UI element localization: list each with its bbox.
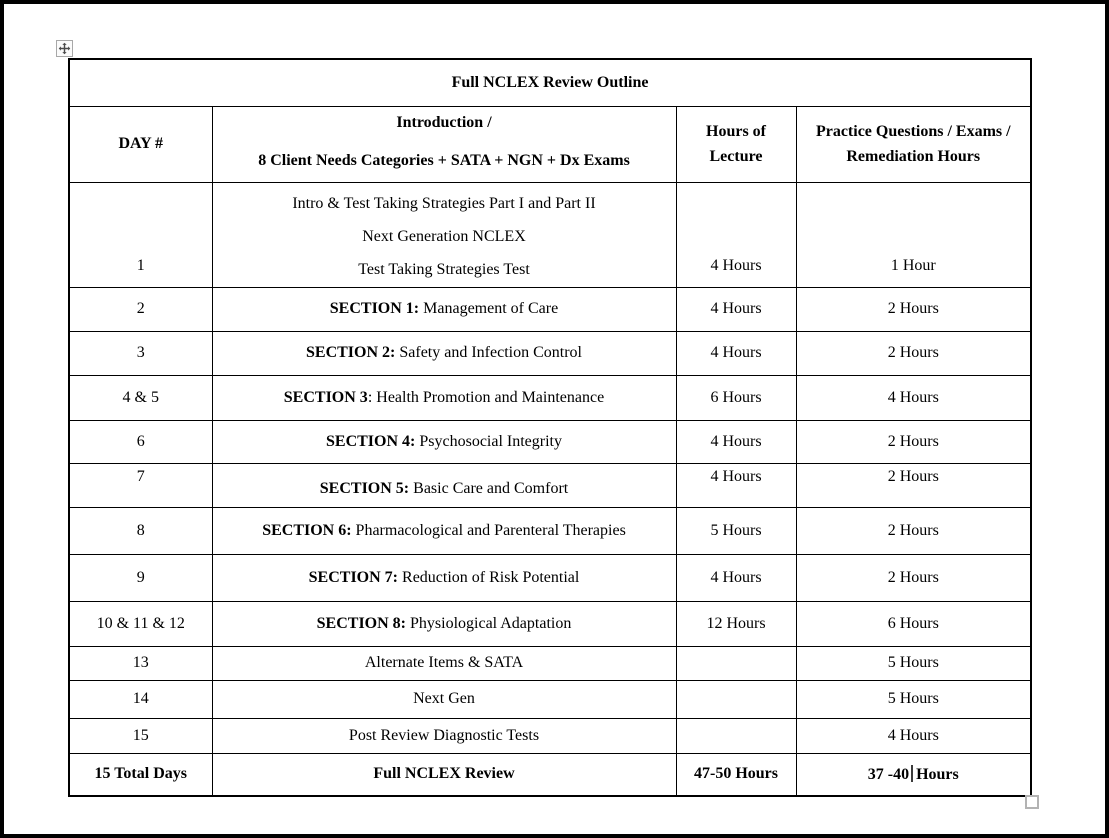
description-cell[interactable]: Alternate Items & SATA [212, 646, 676, 680]
section-label: SECTION 8: [316, 614, 407, 632]
day-cell[interactable]: 15 [69, 718, 212, 753]
section-label: SECTION 1: [329, 300, 420, 317]
day-cell[interactable]: 1 [69, 182, 212, 287]
total-practice-value: 37 -40 [867, 765, 910, 783]
lecture-hours-cell[interactable]: 4 Hours [676, 287, 796, 331]
header-description-line1: Introduction / [396, 114, 492, 131]
header-description[interactable] [212, 106, 676, 182]
section-label: SECTION 5: [319, 479, 410, 497]
header-practice-line1: Practice Questions / Exams / [815, 123, 1011, 140]
text-insertion-caret-icon [911, 765, 913, 782]
day-cell[interactable]: 10 & 11 & 12 [69, 601, 212, 646]
day-cell[interactable]: 9 [69, 554, 212, 601]
description-cell[interactable] [212, 375, 676, 420]
table-row [69, 375, 1031, 420]
section-label: SECTION 3 [283, 388, 368, 406]
practice-hours-cell[interactable]: 2 Hours [796, 287, 1031, 331]
lecture-hours-cell[interactable]: 12 Hours [676, 601, 796, 646]
section-title: : Health Promotion and Maintenance [367, 388, 605, 406]
description-cell[interactable] [212, 601, 676, 646]
day-cell[interactable]: 14 [69, 680, 212, 718]
day-cell[interactable]: 4 & 5 [69, 375, 212, 420]
section-label: SECTION 7: [308, 568, 399, 586]
practice-hours-cell[interactable]: 1 Hour [796, 182, 1031, 287]
lecture-hours-cell[interactable]: 4 Hours [676, 463, 796, 507]
practice-hours-cell[interactable]: 5 Hours [796, 646, 1031, 680]
section-title: Psychosocial Integrity [415, 432, 562, 450]
description-line: Test Taking Strategies Test [358, 260, 530, 278]
practice-hours-cell[interactable]: 5 Hours [796, 680, 1031, 718]
lecture-hours-cell[interactable]: 4 Hours [676, 554, 796, 601]
section-title: Safety and Infection Control [395, 344, 582, 361]
table-resize-handle[interactable] [1025, 795, 1039, 809]
day-cell[interactable]: 2 [69, 287, 212, 331]
description-line: Intro & Test Taking Strategies Part I and Part II [292, 194, 596, 212]
practice-hours-cell[interactable]: 2 Hours [796, 463, 1031, 507]
description-cell[interactable] [212, 420, 676, 463]
table-row [69, 331, 1031, 375]
description-line: Next Generation NCLEX [362, 227, 526, 245]
practice-hours-cell[interactable]: 2 Hours [796, 420, 1031, 463]
description-cell[interactable] [212, 331, 676, 375]
total-lecture-hours-cell[interactable]: 47-50 Hours [676, 753, 796, 796]
header-lecture-line1: Hours of [706, 123, 766, 140]
practice-hours-cell[interactable]: 4 Hours [796, 718, 1031, 753]
lecture-hours-cell[interactable] [676, 646, 796, 680]
header-practice-line2: Remediation Hours [846, 148, 981, 165]
total-description-cell[interactable]: Full NCLEX Review [212, 753, 676, 796]
description-cell[interactable] [212, 554, 676, 601]
table-row [69, 420, 1031, 463]
table-row [69, 601, 1031, 646]
lecture-hours-cell[interactable]: 4 Hours [676, 331, 796, 375]
table-row [69, 680, 1031, 718]
header-description-line2: 8 Client Needs Categories + SATA + NGN + Dx Exams [258, 152, 630, 169]
description-cell[interactable] [212, 463, 676, 507]
title-row [69, 59, 1031, 106]
section-label: SECTION 2: [306, 344, 396, 361]
move-arrows-icon [58, 42, 71, 55]
description-cell[interactable] [212, 182, 676, 287]
lecture-hours-cell[interactable]: 5 Hours [676, 507, 796, 554]
section-label: SECTION 6: [262, 521, 352, 539]
table-row [69, 554, 1031, 601]
description-cell[interactable]: Next Gen [212, 680, 676, 718]
practice-hours-cell[interactable]: 6 Hours [796, 601, 1031, 646]
day-cell[interactable]: 3 [69, 331, 212, 375]
total-practice-hours-cell[interactable] [796, 753, 1031, 796]
day-cell[interactable]: 6 [69, 420, 212, 463]
total-practice-unit: Hours [916, 765, 959, 783]
day-cell[interactable]: 7 [69, 463, 212, 507]
practice-hours-cell[interactable]: 2 Hours [796, 507, 1031, 554]
section-title: Pharmacological and Parenteral Therapies [351, 521, 626, 539]
section-title: Management of Care [419, 300, 559, 317]
table-row [69, 287, 1031, 331]
section-label: SECTION 4: [326, 432, 416, 450]
table-row [69, 463, 1031, 507]
description-cell[interactable]: Post Review Diagnostic Tests [212, 718, 676, 753]
section-title: Physiological Adaptation [406, 614, 572, 632]
description-cell[interactable] [212, 507, 676, 554]
total-days-cell[interactable]: 15 Total Days [69, 753, 212, 796]
section-title: Basic Care and Comfort [409, 479, 569, 497]
table-row [69, 646, 1031, 680]
lecture-hours-cell[interactable]: 4 Hours [676, 420, 796, 463]
table-row [69, 718, 1031, 753]
practice-hours-cell[interactable]: 2 Hours [796, 331, 1031, 375]
table-row [69, 182, 1031, 287]
header-row [69, 106, 1031, 182]
table-move-handle[interactable] [56, 40, 73, 57]
header-practice[interactable] [796, 106, 1031, 182]
lecture-hours-cell[interactable] [676, 680, 796, 718]
header-day[interactable]: DAY # [69, 106, 212, 182]
practice-hours-cell[interactable]: 4 Hours [796, 375, 1031, 420]
day-cell[interactable]: 8 [69, 507, 212, 554]
header-lecture[interactable] [676, 106, 796, 182]
table-title[interactable]: Full NCLEX Review Outline [69, 59, 1031, 106]
lecture-hours-cell[interactable]: 6 Hours [676, 375, 796, 420]
practice-hours-cell[interactable]: 2 Hours [796, 554, 1031, 601]
table-row [69, 507, 1031, 554]
total-row [69, 753, 1031, 796]
description-cell[interactable] [212, 287, 676, 331]
nclex-review-table [68, 58, 1032, 797]
section-title: Reduction of Risk Potential [398, 568, 580, 586]
lecture-hours-cell[interactable] [676, 718, 796, 753]
header-lecture-line2: Lecture [709, 148, 763, 165]
day-cell[interactable]: 13 [69, 646, 212, 680]
lecture-hours-cell[interactable]: 4 Hours [676, 182, 796, 287]
